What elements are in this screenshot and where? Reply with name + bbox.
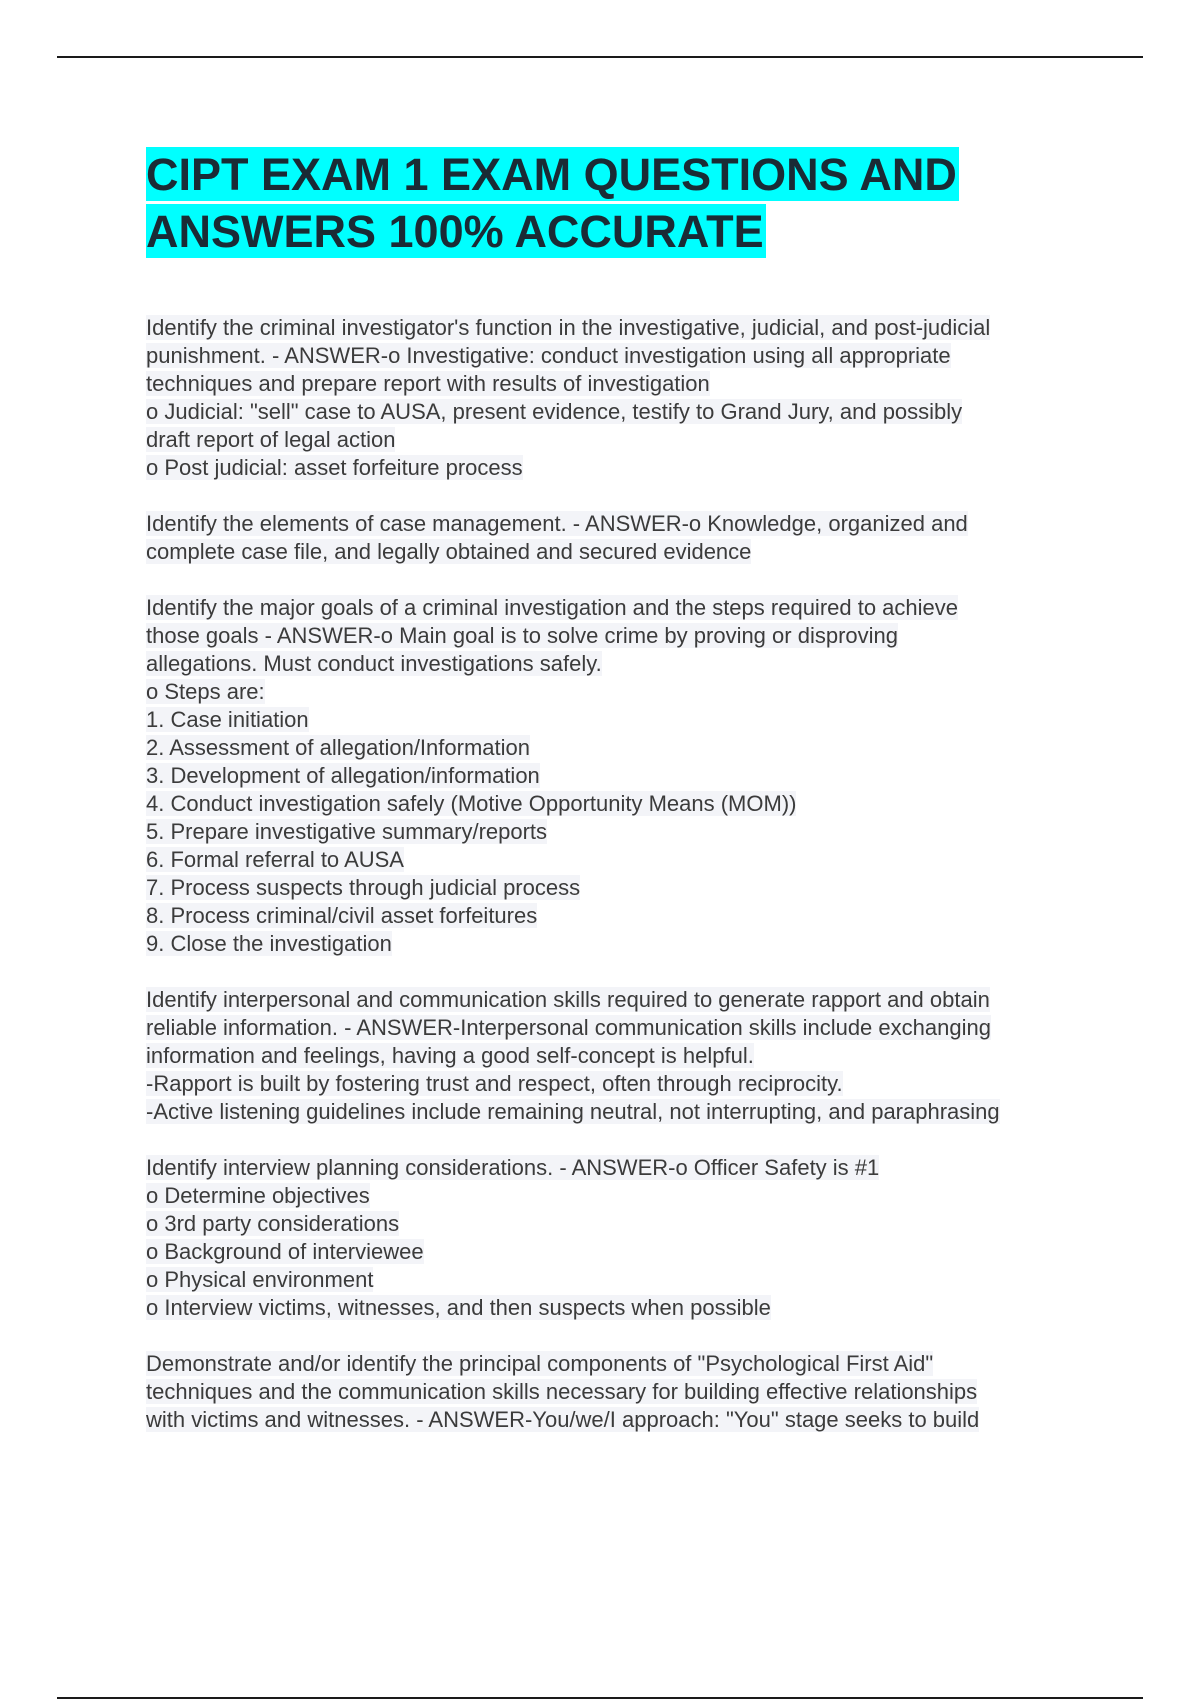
qa-line-text: 3. Development of allegation/information xyxy=(146,763,540,788)
qa-line-text: o Interview victims, witnesses, and then suspects when possible xyxy=(146,1295,771,1320)
qa-content xyxy=(146,314,1086,1462)
qa-line xyxy=(146,1182,1086,1210)
qa-line xyxy=(146,1070,1086,1098)
qa-block xyxy=(146,1154,1086,1322)
qa-line xyxy=(146,1266,1086,1294)
qa-line xyxy=(146,510,1086,538)
qa-line xyxy=(146,1154,1086,1182)
qa-line-text: reliable information. - ANSWER-Interpersonal communication skills include exchanging xyxy=(146,1015,991,1040)
qa-line-text: -Active listening guidelines include remaining neutral, not interrupting, and paraphrasing xyxy=(146,1099,1000,1124)
qa-line-text: techniques and the communication skills necessary for building effective relationships xyxy=(146,1379,978,1404)
qa-line xyxy=(146,370,1086,398)
qa-line-text: 2. Assessment of allegation/Information xyxy=(146,735,530,760)
qa-line xyxy=(146,454,1086,482)
qa-line-text: Identify the criminal investigator's function in the investigative, judicial, and post-judicial xyxy=(146,315,991,340)
qa-line xyxy=(146,902,1086,930)
qa-line xyxy=(146,874,1086,902)
qa-line xyxy=(146,1238,1086,1266)
qa-line xyxy=(146,762,1086,790)
qa-line xyxy=(146,1098,1086,1126)
qa-line xyxy=(146,1350,1086,1378)
qa-line-text: those goals - ANSWER-o Main goal is to solve crime by proving or disproving xyxy=(146,623,898,648)
qa-line-text: 4. Conduct investigation safely (Motive Opportunity Means (MOM)) xyxy=(146,791,797,816)
qa-line xyxy=(146,622,1086,650)
qa-line-text: with victims and witnesses. - ANSWER-You/we/I approach: "You" stage seeks to build xyxy=(146,1407,980,1432)
qa-line xyxy=(146,426,1086,454)
qa-line-text: techniques and prepare report with results of investigation xyxy=(146,371,710,396)
qa-line xyxy=(146,1042,1086,1070)
qa-line-text: o 3rd party considerations xyxy=(146,1211,400,1236)
qa-line-text: 5. Prepare investigative summary/reports xyxy=(146,819,548,844)
qa-line xyxy=(146,790,1086,818)
qa-line-text: draft report of legal action xyxy=(146,427,396,452)
qa-line xyxy=(146,398,1086,426)
qa-line-text: o Determine objectives xyxy=(146,1183,370,1208)
qa-block xyxy=(146,314,1086,482)
qa-line xyxy=(146,846,1086,874)
qa-line xyxy=(146,1014,1086,1042)
title-line-1: CIPT EXAM 1 EXAM QUESTIONS AND xyxy=(146,149,957,200)
qa-line xyxy=(146,986,1086,1014)
qa-line xyxy=(146,1294,1086,1322)
qa-line xyxy=(146,1210,1086,1238)
qa-block xyxy=(146,1350,1086,1434)
qa-line-text: complete case file, and legally obtained and secured evidence xyxy=(146,539,752,564)
qa-line xyxy=(146,706,1086,734)
qa-line-text: o Post judicial: asset forfeiture process xyxy=(146,455,523,480)
qa-line-text: 6. Formal referral to AUSA xyxy=(146,847,404,872)
qa-line-text: punishment. - ANSWER-o Investigative: conduct investigation using all appropriate xyxy=(146,343,951,368)
qa-line-text: o Physical environment xyxy=(146,1267,374,1292)
qa-line-text: 7. Process suspects through judicial process xyxy=(146,875,581,900)
qa-line-text: Identify the major goals of a criminal investigation and the steps required to achieve xyxy=(146,595,959,620)
qa-line-text: information and feelings, having a good self-concept is helpful. xyxy=(146,1043,754,1068)
document-title xyxy=(146,146,1106,260)
qa-line xyxy=(146,594,1086,622)
qa-line-text: Identify interpersonal and communication skills required to generate rapport and obtain xyxy=(146,987,990,1012)
qa-line-text: o Steps are: xyxy=(146,679,265,704)
qa-line xyxy=(146,678,1086,706)
qa-line-text: Identify interview planning considerations. - ANSWER-o Officer Safety is #1 xyxy=(146,1155,880,1180)
qa-line-text: 9. Close the investigation xyxy=(146,931,392,956)
qa-line xyxy=(146,1406,1086,1434)
title-line-2: ANSWERS 100% ACCURATE xyxy=(146,206,764,257)
qa-line xyxy=(146,818,1086,846)
qa-line-text: o Background of interviewee xyxy=(146,1239,424,1264)
top-rule xyxy=(57,56,1143,58)
qa-line-text: 8. Process criminal/civil asset forfeitures xyxy=(146,903,538,928)
qa-block xyxy=(146,986,1086,1126)
qa-line-text: o Judicial: "sell" case to AUSA, present evidence, testify to Grand Jury, and possibly xyxy=(146,399,963,424)
qa-line-text: Identify the elements of case management. - ANSWER-o Knowledge, organized and xyxy=(146,511,968,536)
qa-line-text: allegations. Must conduct investigations safely. xyxy=(146,651,602,676)
qa-line xyxy=(146,734,1086,762)
qa-block xyxy=(146,594,1086,958)
qa-line xyxy=(146,650,1086,678)
qa-line xyxy=(146,930,1086,958)
qa-line-text: -Rapport is built by fostering trust and respect, often through reciprocity. xyxy=(146,1071,843,1096)
qa-line xyxy=(146,538,1086,566)
bottom-rule xyxy=(57,1697,1143,1699)
qa-line xyxy=(146,314,1086,342)
qa-line xyxy=(146,1378,1086,1406)
qa-line xyxy=(146,342,1086,370)
qa-line-text: Demonstrate and/or identify the principal components of "Psychological First Aid" xyxy=(146,1351,934,1376)
qa-block xyxy=(146,510,1086,566)
qa-line-text: 1. Case initiation xyxy=(146,707,309,732)
